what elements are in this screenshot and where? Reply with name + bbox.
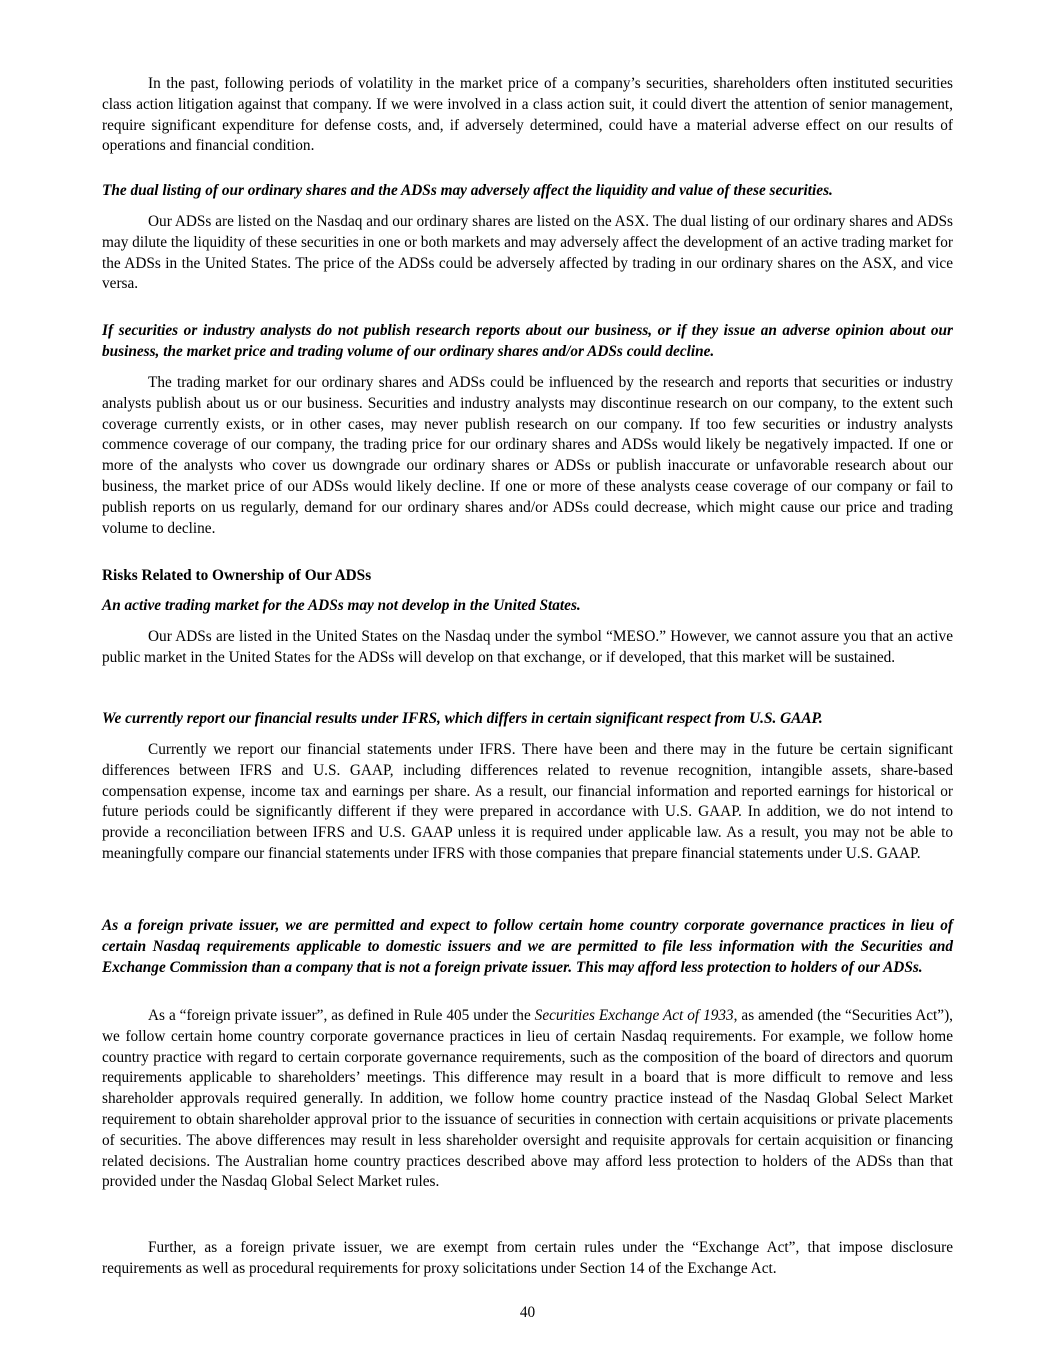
heading-foreign-private-issuer: As a foreign private issuer, we are permitted and expect to follow certain home country corporate governance practices in lieu of certain Nasdaq requirements applicable to domestic issuers and we are permitted to file less information with the Securities and Exchange Commission than a company that is not a foreign private issuer. This may afford less protection to holders of our ADSs. (102, 917, 953, 976)
paragraph-analysts: The trading market for our ordinary shares and ADSs could be influenced by the research and reports that securities or industry analysts publish about us or our business. Securities and industry analysts may discontinue research on our company, to the extent such coverage currently exists, or in other cases, may never publish research on our company. If too few securities or industry analysts commence coverage of our company, the trading price for our ordinary shares and ADSs would likely be negatively impacted. If one or more of the analysts who cover us downgrade our ordinary shares or ADSs or publish inaccurate or unfavorable research about our business, the market price of our ADSs would likely decline. If one or more of these analysts cease coverage of our company or fail to publish reports on us regularly, demand for our ordinary shares and/or ADSs could decrease, which might cause our price and trading volume to decline. (102, 374, 953, 537)
paragraph-active-market: Our ADSs are listed in the United States on the Nasdaq under the symbol “MESO.” However, we cannot assure you that an active public market in the United States for the ADSs will develop on that exchange, or if developed, that this market will be sustained. (102, 628, 953, 666)
paragraph-exchange-act: Further, as a foreign private issuer, we are exempt from certain rules under the “Exchange Act”, that impose disclosure requirements as well as procedural requirements for proxy solicitations under Section 14 of the Exchange Act. (102, 1239, 953, 1277)
act-title: Securities Exchange Act of 1933 (534, 1007, 734, 1024)
text: As a “foreign private issuer”, as defined in Rule 405 under the (148, 1007, 535, 1024)
paragraph-ifrs: Currently we report our financial statements under IFRS. There have been and there may in the future be certain significant differences between IFRS and U.S. GAAP, including differences related to revenue recognition, intangible assets, share-based compensation expense, income tax and earnings per share. As a result, our financial information and reported earnings for historical or future periods could be significantly different if they were prepared in accordance with U.S. GAAP. In addition, we do not intend to provide a reconciliation between IFRS and U.S. GAAP unless it is required under applicable law. As a result, you may not be able to meaningfully compare our financial statements under IFRS with those companies that prepare financial statements under U.S. GAAP. (102, 741, 953, 862)
heading-dual-listing: The dual listing of our ordinary shares and the ADSs may adversely affect the liquidity and value of these securities. (102, 182, 833, 199)
text: , as amended (the “Securities Act”), we follow certain home country corporate governance practices in lieu of certain Nasdaq requirements. For example, we follow home country practice with regard to certain corporate governance requirements, such as the composition of the board of directors and quorum requirements applicable to shareholders’ meetings. This difference may result in a board that is more difficult to remove and less shareholder approvals required generally. In addition, we follow home country practice instead of the Nasdaq Global Select Market requirement to obtain shareholder approval prior to the issuance of securities in connection with certain acquisitions or private placements of securities. The above differences may result in less shareholder oversight and requisite approvals for certain acquisition or financing related decisions. The Australian home country practices described above may afford less protection to holders of the ADSs than that provided under the Nasdaq Global Select Market rules. (102, 1007, 953, 1191)
heading-active-market: An active trading market for the ADSs may not develop in the United States. (102, 597, 581, 614)
paragraph-foreign-private-issuer (102, 1006, 953, 1193)
heading-analysts: If securities or industry analysts do not publish research reports about our business, or if they issue an adverse opinion about our business, the market price and trading volume of our ordinary shares and/or ADSs could decline. (102, 322, 953, 360)
heading-ifrs: We currently report our financial results under IFRS, which differs in certain significant respect from U.S. GAAP. (102, 710, 823, 727)
section-heading-ownership-risks: Risks Related to Ownership of Our ADSs (102, 567, 372, 584)
paragraph-class-action: In the past, following periods of volatility in the market price of a company’s securities, shareholders often instituted securities class action litigation against that company. If we were involved in a class action suit, it could divert the attention of senior management, require significant expenditure for defense costs, and, if adversely determined, could have a material adverse effect on our results of operations and financial condition. (102, 75, 953, 155)
page-number: 40 (519, 1304, 536, 1321)
paragraph-dual-listing: Our ADSs are listed on the Nasdaq and our ordinary shares are listed on the ASX. The dual listing of our ordinary shares and ADSs may dilute the liquidity of these securities in one or both markets and may adversely affect the development of an active trading market for the ADSs in the United States. The price of the ADSs could be adversely affected by trading in our ordinary shares on the ASX, and vice versa. (102, 213, 953, 293)
